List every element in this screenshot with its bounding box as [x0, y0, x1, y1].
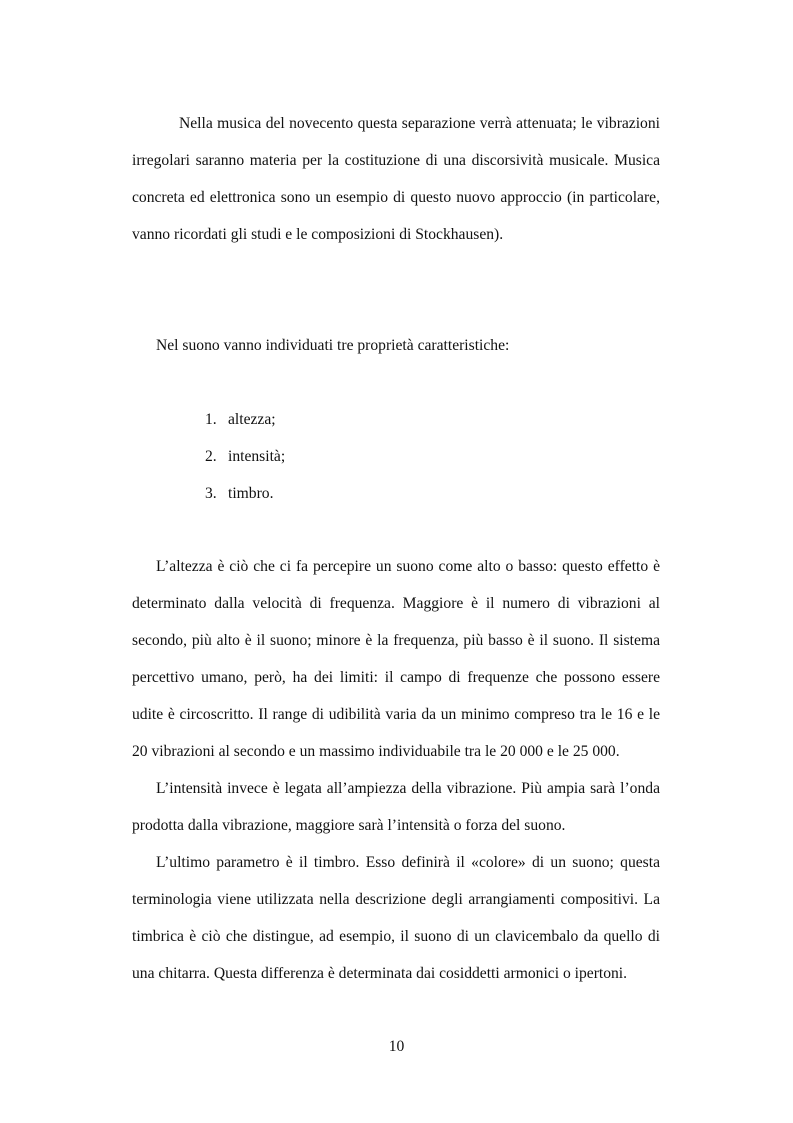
intro-container	[132, 327, 660, 364]
paragraph-altezza: L’altezza è ciò che ci fa percepire un suono come alto o basso: questo effetto è determinato dalla velocità di frequenza. Maggiore è il numero di vibrazioni al secondo, più alto è il suono; minore è la frequenza, più basso è il suono. Il sistema percettivo umano, però, ha dei limiti: il campo di frequenze che possono essere udite è circoscritto. Il range di udibilità varia da un minimo compreso tra le 16 e le 20 vibrazioni al secondo e un massimo individuabile tra le 20 000 e le 25 000.	[132, 558, 660, 760]
properties-list	[132, 401, 660, 512]
list-item	[132, 475, 660, 512]
list-item-number: 1.	[205, 411, 217, 428]
paragraph-1: Nella musica del novecento questa separazione verrà attenuata; le vibrazioni irregolari saranno materia per la costituzione di una discorsività musicale. Musica concreta ed elettronica sono un esempio di questo nuovo approccio (in particolare, vanno ricordati gli studi e le composizioni di Stockhausen).	[132, 115, 660, 243]
list-item	[132, 401, 660, 438]
list-item-text: altezza;	[228, 411, 276, 428]
list-item-number: 3.	[205, 485, 217, 502]
intro-sentence: Nel suono vanno individuati tre proprietà caratteristiche:	[156, 337, 510, 354]
paragraph-intensita: L’intensità invece è legata all’ampiezza della vibrazione. Più ampia sarà l’onda prodotta dalla vibrazione, maggiore sarà l’intensità o forza del suono.	[132, 780, 660, 834]
list-item-text: timbro.	[228, 485, 274, 502]
list-item	[132, 438, 660, 475]
list-item-number: 2.	[205, 448, 217, 465]
page-number: 10	[388, 1038, 405, 1055]
body-text-container	[132, 548, 660, 992]
properties-list-container	[132, 401, 660, 512]
list-item-text: intensità;	[228, 448, 286, 465]
paragraph-timbro: L’ultimo parametro è il timbro. Esso definirà il «colore» di un suono; questa terminologia viene utilizzata nella descrizione degli arrangiamenti compositivi. La timbrica è ciò che distingue, ad esempio, il suono di un clavicembalo da quello di una chitarra. Questa differenza è determinata dai cosiddetti armonici o ipertoni.	[132, 854, 660, 982]
paragraph-1-container	[132, 105, 660, 253]
